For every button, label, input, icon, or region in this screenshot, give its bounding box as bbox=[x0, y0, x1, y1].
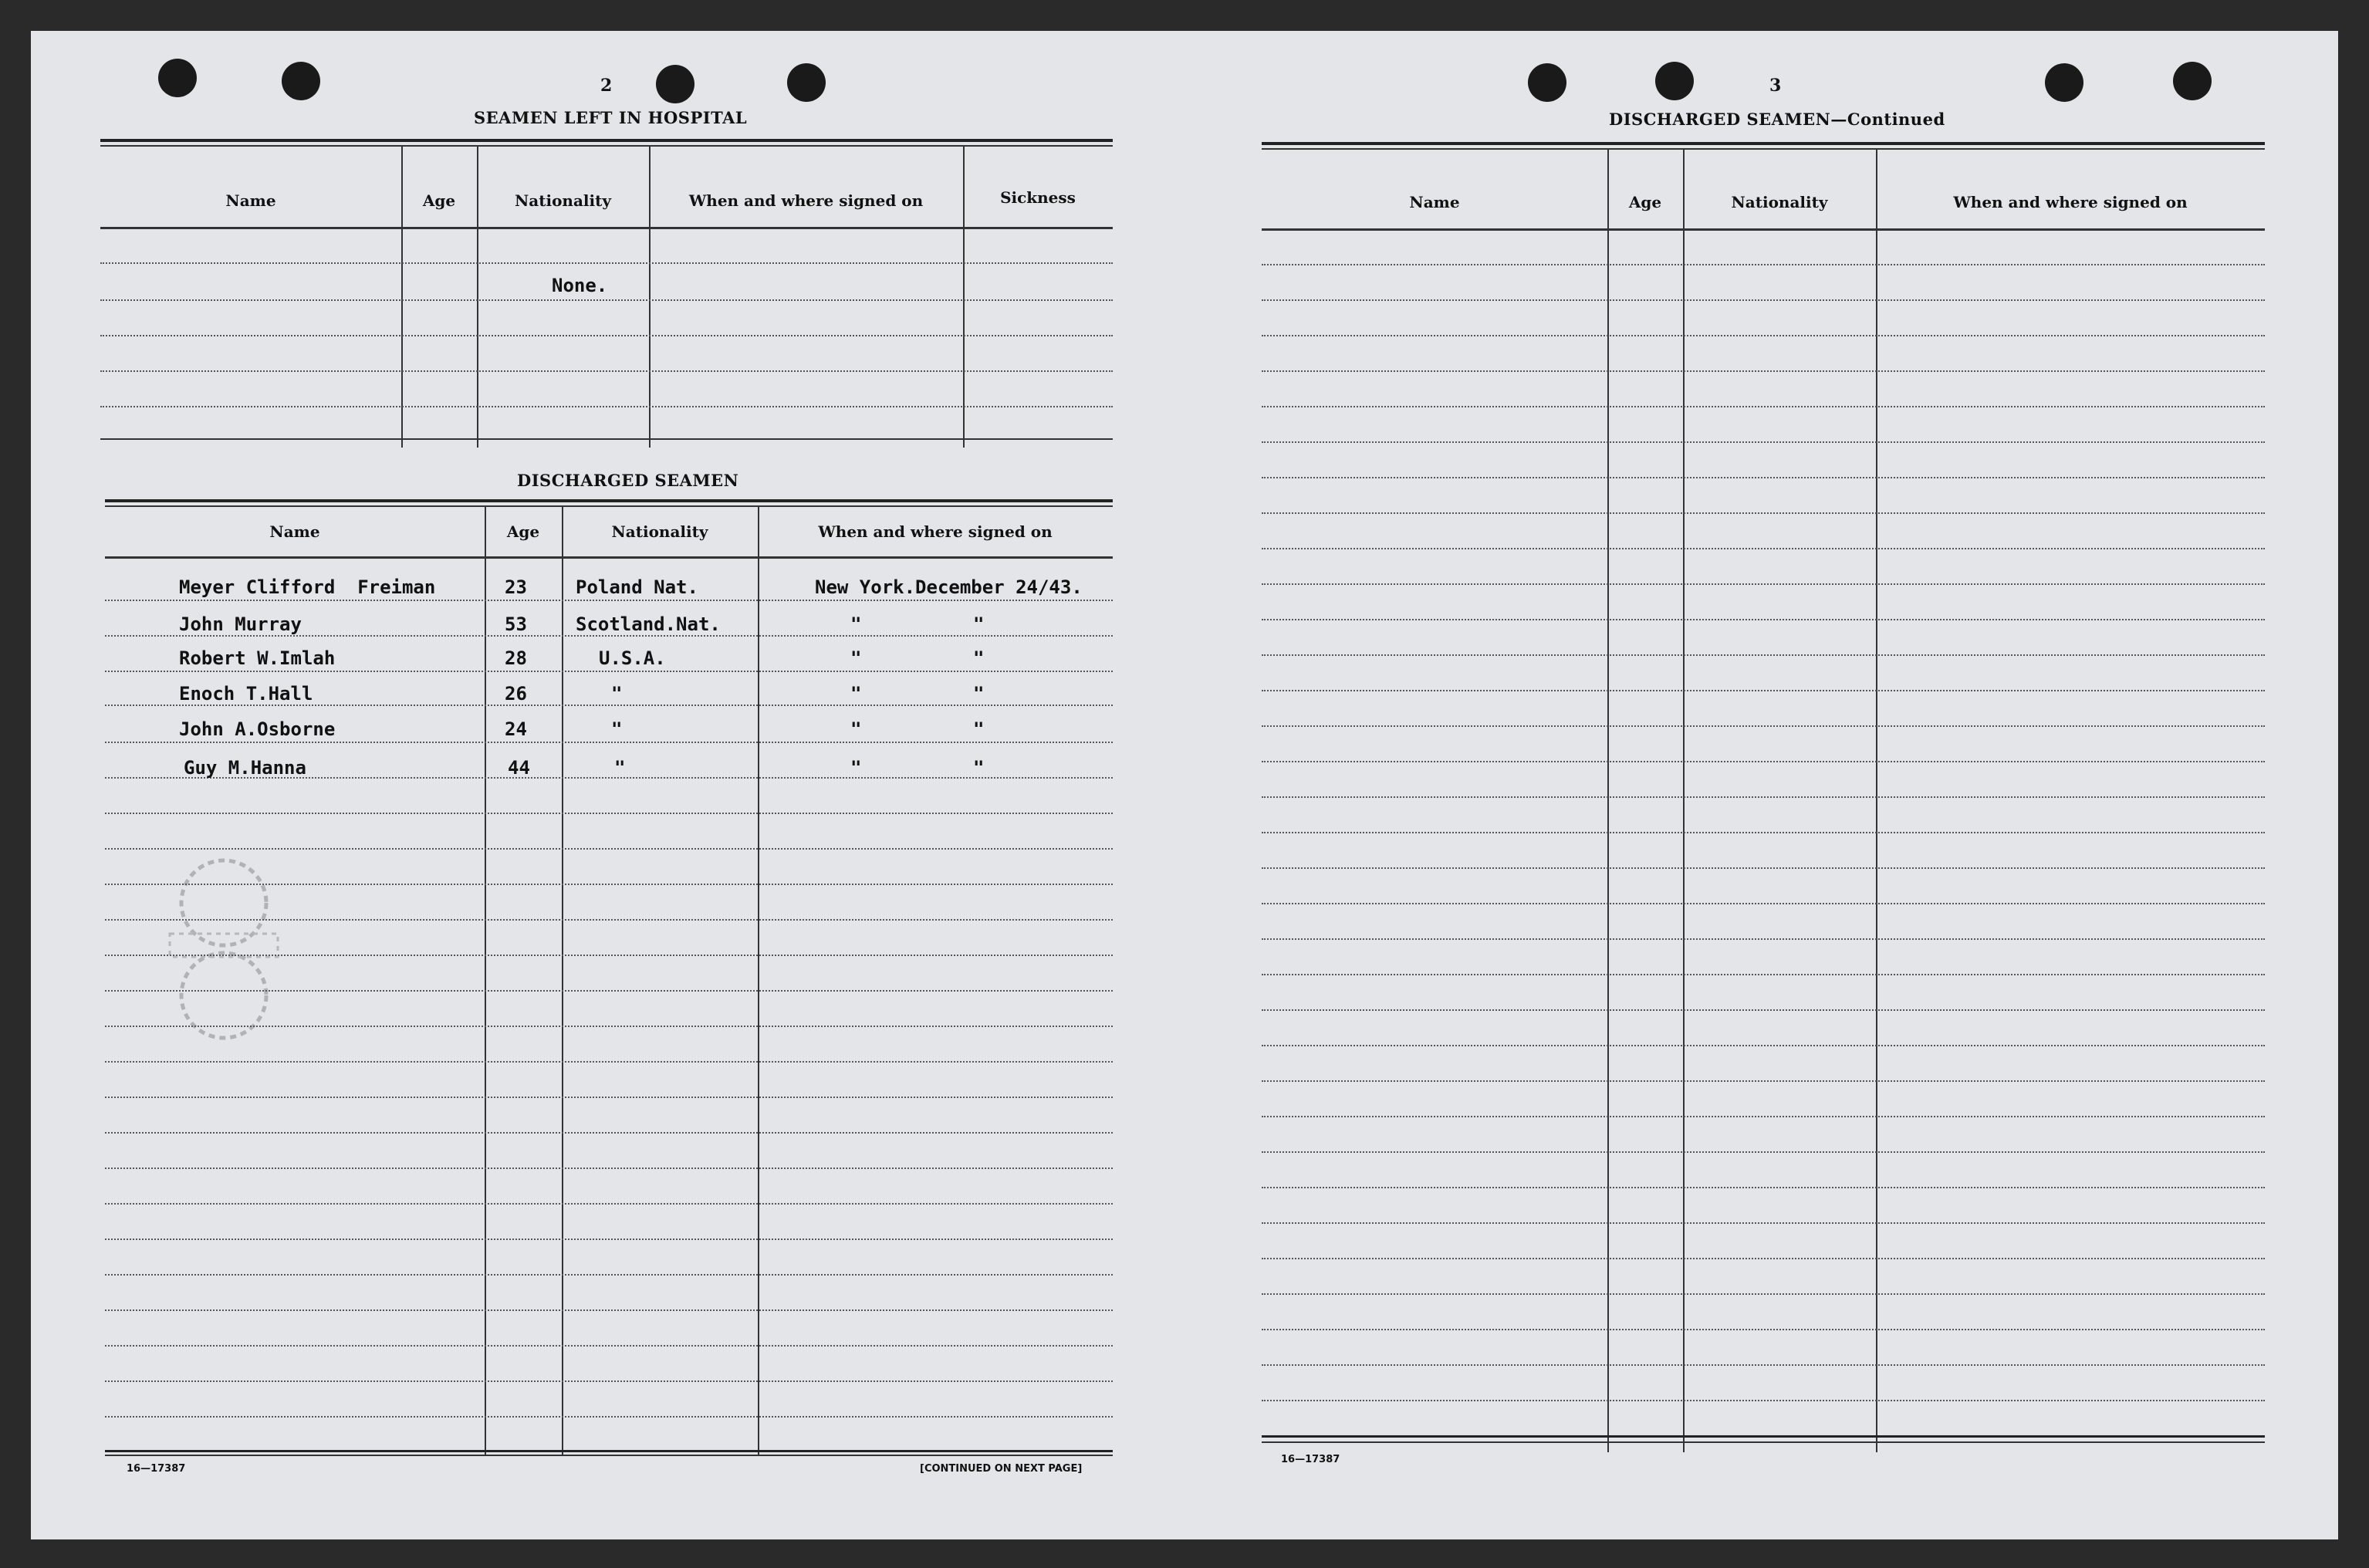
seaman-signed-on: " " bbox=[850, 757, 985, 779]
form-number: 16—17387 bbox=[127, 1463, 186, 1475]
seaman-signed-on: " " bbox=[850, 718, 985, 740]
column-header-nationality: Nationality bbox=[1731, 193, 1828, 211]
seaman-nationality: U.S.A. bbox=[599, 647, 666, 669]
column-header-nationality: Nationality bbox=[515, 191, 611, 210]
punch-hole-icon bbox=[2045, 63, 2083, 102]
seaman-signed-on: New York.December 24/43. bbox=[815, 576, 1083, 598]
column-header-name: Name bbox=[269, 522, 320, 541]
punch-hole-icon bbox=[158, 59, 197, 97]
seaman-nationality: Poland Nat. bbox=[576, 576, 698, 598]
punch-hole-icon bbox=[2173, 62, 2212, 100]
right-page bbox=[1188, 31, 2338, 1539]
discharged-continued-title: DISCHARGED SEAMEN—Continued bbox=[1609, 110, 1945, 129]
seaman-name: John Murray bbox=[179, 613, 302, 635]
column-header-name: Name bbox=[225, 191, 276, 210]
punch-hole-icon bbox=[1655, 62, 1694, 100]
faint-stamp-icon bbox=[139, 849, 309, 1049]
punch-hole-icon bbox=[282, 62, 320, 100]
column-header-signed-on: When and where signed on bbox=[1953, 193, 2188, 211]
seaman-name: Meyer Clifford Freiman bbox=[179, 576, 436, 598]
seaman-name: Guy M.Hanna bbox=[184, 757, 306, 779]
seaman-age: 26 bbox=[505, 683, 527, 705]
column-header-age: Age bbox=[1628, 193, 1662, 211]
seaman-age: 23 bbox=[505, 576, 527, 598]
seaman-signed-on: " " bbox=[850, 613, 985, 635]
seaman-signed-on: " " bbox=[850, 647, 985, 669]
punch-hole-icon bbox=[656, 65, 694, 103]
left-page bbox=[31, 31, 1188, 1539]
column-header-sickness: Sickness bbox=[1000, 188, 1076, 207]
column-header-name: Name bbox=[1409, 193, 1460, 211]
seaman-age: 24 bbox=[505, 718, 527, 740]
seaman-nationality: " bbox=[611, 683, 623, 705]
manifest-sheet bbox=[31, 31, 2338, 1539]
form-number: 16—17387 bbox=[1281, 1454, 1340, 1465]
seaman-name: Robert W.Imlah bbox=[179, 647, 336, 669]
hospital-table bbox=[100, 139, 1113, 448]
continued-note: [CONTINUED ON NEXT PAGE] bbox=[920, 1463, 1083, 1475]
discharged-section-title: DISCHARGED SEAMEN bbox=[517, 471, 739, 490]
seaman-nationality: Scotland.Nat. bbox=[576, 613, 721, 635]
punch-hole-icon bbox=[787, 63, 826, 102]
column-header-age: Age bbox=[506, 522, 540, 541]
seaman-nationality: " bbox=[614, 757, 626, 779]
discharged-continued-table bbox=[1262, 142, 2265, 1454]
column-header-nationality: Nationality bbox=[611, 522, 708, 541]
hospital-section-title: SEAMEN LEFT IN HOSPITAL bbox=[474, 108, 748, 127]
seaman-name: John A.Osborne bbox=[179, 718, 336, 740]
seaman-age: 53 bbox=[505, 613, 527, 635]
page-number: 3 bbox=[1769, 76, 1782, 96]
seaman-age: 28 bbox=[505, 647, 527, 669]
punch-hole-icon bbox=[1528, 63, 1566, 102]
column-header-age: Age bbox=[422, 191, 456, 210]
seaman-nationality: " bbox=[611, 718, 623, 740]
column-header-signed-on: When and where signed on bbox=[688, 191, 924, 210]
hospital-entry: None. bbox=[552, 275, 608, 296]
page-number: 2 bbox=[600, 76, 613, 96]
seaman-signed-on: " " bbox=[850, 683, 985, 705]
column-header-signed-on: When and where signed on bbox=[818, 522, 1053, 541]
seaman-age: 44 bbox=[508, 757, 530, 779]
seaman-name: Enoch T.Hall bbox=[179, 683, 313, 705]
